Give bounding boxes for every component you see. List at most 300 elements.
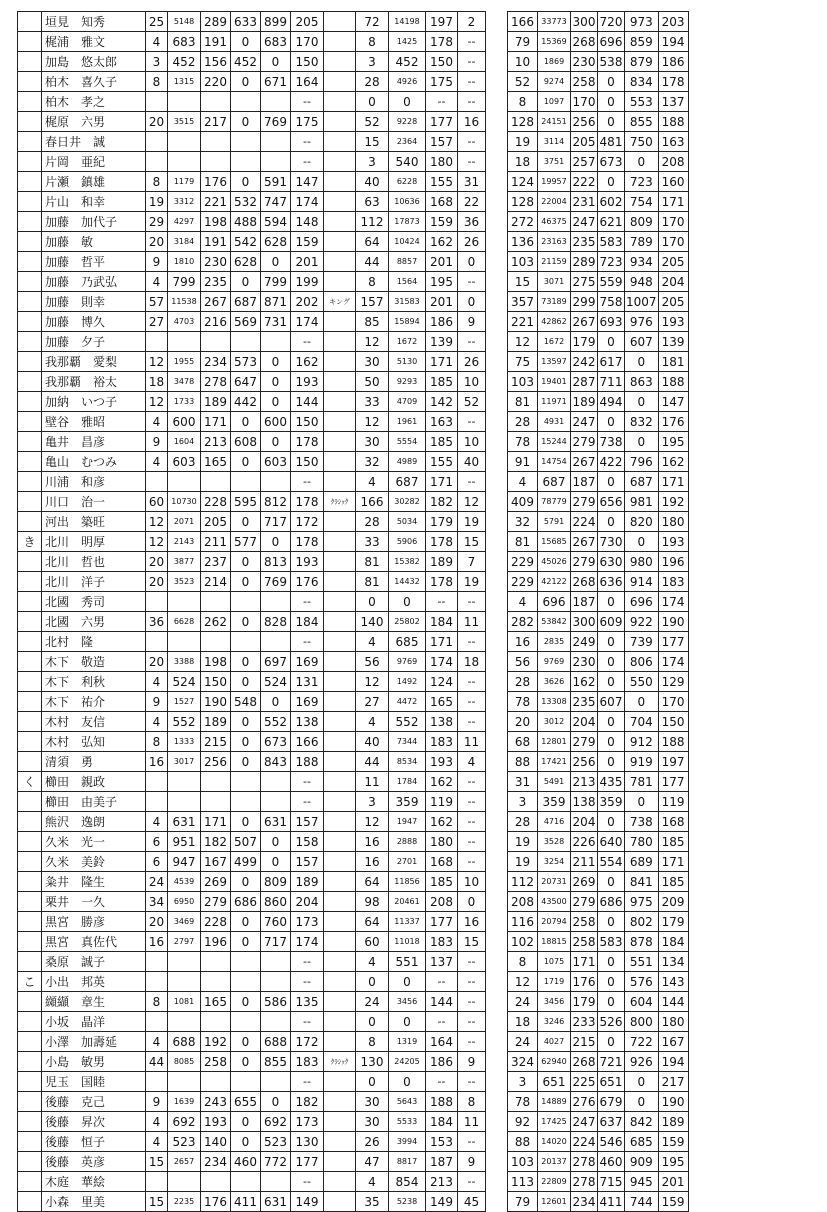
high-game-cell: 289 (201, 12, 231, 32)
games-cell: 36 (146, 612, 168, 632)
high-series-4-cell: 524 (261, 672, 291, 692)
rank-cell: -- (458, 1072, 486, 1092)
pins-cell: 2797 (168, 932, 201, 952)
total-pins-cell: 2364 (389, 132, 426, 152)
year-average-cell: 217 (658, 1072, 688, 1092)
rank-cell: 11 (458, 732, 486, 752)
rank-cell: 52 (458, 392, 486, 412)
total-pins-cell: 4926 (389, 72, 426, 92)
average-cell: -- (291, 1012, 324, 1032)
games-cell (146, 332, 168, 352)
column-gap (486, 812, 508, 832)
column-gap (486, 592, 508, 612)
high-game-cell: 165 (201, 452, 231, 472)
pins-cell: 1639 (168, 1092, 201, 1112)
total-pins-cell: 1961 (389, 412, 426, 432)
rank-cell: 36 (458, 212, 486, 232)
year-high-series-3-cell: 720 (598, 12, 625, 32)
year-high-game-cell: 138 (571, 792, 598, 812)
player-name-cell: 加藤 則幸 (42, 292, 146, 312)
high-game-cell: 150 (201, 672, 231, 692)
year-games-cell: 10 (508, 52, 538, 72)
year-high-series-4-cell: 0 (625, 352, 659, 372)
title-tag-cell (324, 1132, 356, 1152)
rank-cell: -- (458, 1032, 486, 1052)
pins-cell (168, 92, 201, 112)
year-high-series-3-cell: 0 (598, 92, 625, 112)
year-high-game-cell: 171 (571, 952, 598, 972)
player-name-cell: 小島 敏男 (42, 1052, 146, 1072)
total-pins-cell: 2888 (389, 832, 426, 852)
table-row (18, 352, 689, 372)
pins-cell (168, 972, 201, 992)
average-cell: 178 (291, 532, 324, 552)
column-gap (486, 1052, 508, 1072)
index-letter-cell (18, 1172, 42, 1192)
year-pins-cell: 14754 (538, 452, 571, 472)
player-name-cell: 片岡 亜紀 (42, 152, 146, 172)
year-high-series-3-cell: 621 (598, 212, 625, 232)
high-series-4-cell: 0 (261, 392, 291, 412)
high-series-4-cell: 603 (261, 452, 291, 472)
total-average-cell: 171 (426, 352, 458, 372)
title-tag-cell: ｸﾗｼｯｸ (324, 492, 356, 512)
total-average-cell: 186 (426, 312, 458, 332)
title-tag-cell (324, 412, 356, 432)
year-pins-cell: 3246 (538, 1012, 571, 1032)
title-tag-cell (324, 172, 356, 192)
average-cell: 148 (291, 212, 324, 232)
total-pins-cell: 31583 (389, 292, 426, 312)
year-high-series-4-cell: 607 (625, 332, 659, 352)
high-series-3-cell: 0 (231, 172, 261, 192)
index-letter-cell (18, 952, 42, 972)
rank-cell: -- (458, 472, 486, 492)
year-high-series-4-cell: 859 (625, 32, 659, 52)
high-game-cell: 165 (201, 992, 231, 1012)
average-cell: 193 (291, 372, 324, 392)
average-cell: 177 (291, 1152, 324, 1172)
player-name-cell: 児玉 国睦 (42, 1072, 146, 1092)
year-pins-cell: 359 (538, 792, 571, 812)
rank-cell: -- (458, 1012, 486, 1032)
games-cell: 34 (146, 892, 168, 912)
high-series-3-cell: 633 (231, 12, 261, 32)
year-pins-cell: 22004 (538, 192, 571, 212)
column-gap (486, 612, 508, 632)
games-cell: 44 (146, 1052, 168, 1072)
total-average-cell: 177 (426, 912, 458, 932)
high-series-3-cell: 0 (231, 412, 261, 432)
index-letter-cell (18, 412, 42, 432)
high-game-cell: 140 (201, 1132, 231, 1152)
average-cell: 149 (291, 1192, 324, 1212)
year-games-cell: 3 (508, 1072, 538, 1092)
high-series-3-cell: 628 (231, 252, 261, 272)
player-name-cell: 木庭 華絵 (42, 1172, 146, 1192)
games-cell: 9 (146, 252, 168, 272)
total-average-cell: 188 (426, 1092, 458, 1112)
total-average-cell: -- (426, 1072, 458, 1092)
player-name-cell: 北國 秀司 (42, 592, 146, 612)
year-average-cell: 144 (658, 992, 688, 1012)
games-cell (146, 952, 168, 972)
high-series-4-cell (261, 792, 291, 812)
total-pins-cell: 4989 (389, 452, 426, 472)
year-high-game-cell: 258 (571, 912, 598, 932)
player-name-cell: 加藤 敏 (42, 232, 146, 252)
year-pins-cell: 20794 (538, 912, 571, 932)
high-series-4-cell: 631 (261, 1192, 291, 1212)
year-average-cell: 181 (658, 352, 688, 372)
average-cell: 205 (291, 12, 324, 32)
high-game-cell: 235 (201, 272, 231, 292)
year-high-game-cell: 179 (571, 992, 598, 1012)
column-gap (486, 112, 508, 132)
table-row (18, 752, 689, 772)
year-games-cell: 113 (508, 1172, 538, 1192)
high-game-cell: 278 (201, 372, 231, 392)
title-tag-cell (324, 812, 356, 832)
year-games-cell: 208 (508, 892, 538, 912)
year-games-cell: 56 (508, 652, 538, 672)
year-high-series-3-cell: 0 (598, 332, 625, 352)
pins-cell: 688 (168, 1032, 201, 1052)
games-cell: 4 (146, 672, 168, 692)
year-high-game-cell: 279 (571, 552, 598, 572)
year-average-cell: 162 (658, 452, 688, 472)
total-average-cell: 139 (426, 332, 458, 352)
pins-cell: 4297 (168, 212, 201, 232)
pins-cell: 3523 (168, 572, 201, 592)
player-name-cell: 北國 六男 (42, 612, 146, 632)
high-game-cell: 258 (201, 1052, 231, 1072)
column-gap (486, 1192, 508, 1212)
total-pins-cell: 1492 (389, 672, 426, 692)
year-average-cell: 186 (658, 52, 688, 72)
index-letter-cell (18, 32, 42, 52)
total-pins-cell: 5533 (389, 1112, 426, 1132)
total-pins-cell: 4472 (389, 692, 426, 712)
total-pins-cell: 1425 (389, 32, 426, 52)
year-high-series-4-cell: 739 (625, 632, 659, 652)
total-pins-cell: 11337 (389, 912, 426, 932)
player-name-cell: 柏木 孝之 (42, 92, 146, 112)
high-series-4-cell: 855 (261, 1052, 291, 1072)
year-high-series-4-cell: 909 (625, 1152, 659, 1172)
total-games-cell: 28 (356, 512, 389, 532)
year-high-series-4-cell: 551 (625, 952, 659, 972)
rank-cell: -- (458, 72, 486, 92)
column-gap (486, 232, 508, 252)
year-games-cell: 32 (508, 512, 538, 532)
total-average-cell: 179 (426, 512, 458, 532)
pins-cell: 523 (168, 1132, 201, 1152)
pins-cell: 552 (168, 712, 201, 732)
title-tag-cell (324, 1072, 356, 1092)
year-games-cell: 31 (508, 772, 538, 792)
column-gap (486, 152, 508, 172)
year-high-game-cell: 256 (571, 112, 598, 132)
high-series-3-cell: 608 (231, 432, 261, 452)
year-high-series-3-cell: 526 (598, 1012, 625, 1032)
year-average-cell: 195 (658, 432, 688, 452)
high-series-4-cell: 731 (261, 312, 291, 332)
year-games-cell: 79 (508, 32, 538, 52)
table-row (18, 232, 689, 252)
index-letter-cell (18, 1072, 42, 1092)
player-name-cell: 木村 友信 (42, 712, 146, 732)
year-games-cell: 124 (508, 172, 538, 192)
index-letter-cell (18, 892, 42, 912)
total-pins-cell: 14432 (389, 572, 426, 592)
table-row (18, 1112, 689, 1132)
total-average-cell: 138 (426, 712, 458, 732)
average-cell: 178 (291, 492, 324, 512)
index-letter-cell (18, 1032, 42, 1052)
title-tag-cell (324, 872, 356, 892)
rank-cell: 9 (458, 1152, 486, 1172)
total-games-cell: 16 (356, 852, 389, 872)
total-pins-cell: 15894 (389, 312, 426, 332)
year-pins-cell: 19957 (538, 172, 571, 192)
player-name-cell: 片山 和幸 (42, 192, 146, 212)
high-series-4-cell: 692 (261, 1112, 291, 1132)
high-series-4-cell: 552 (261, 712, 291, 732)
year-high-series-3-cell: 0 (598, 732, 625, 752)
table-row (18, 292, 689, 312)
year-high-series-3-cell: 686 (598, 892, 625, 912)
index-letter-cell (18, 132, 42, 152)
column-gap (486, 652, 508, 672)
pins-cell: 631 (168, 812, 201, 832)
total-games-cell: 16 (356, 832, 389, 852)
year-average-cell: 178 (658, 72, 688, 92)
high-game-cell (201, 1172, 231, 1192)
column-gap (486, 492, 508, 512)
year-games-cell: 282 (508, 612, 538, 632)
column-gap (486, 792, 508, 812)
high-series-4-cell: 631 (261, 812, 291, 832)
year-high-game-cell: 258 (571, 72, 598, 92)
index-letter-cell (18, 232, 42, 252)
table-row (18, 432, 689, 452)
games-cell: 6 (146, 852, 168, 872)
high-series-3-cell: 0 (231, 1032, 261, 1052)
player-name-cell: 櫛田 由美子 (42, 792, 146, 812)
year-average-cell: 160 (658, 172, 688, 192)
year-pins-cell: 3528 (538, 832, 571, 852)
high-series-3-cell: 0 (231, 112, 261, 132)
year-pins-cell: 13597 (538, 352, 571, 372)
year-pins-cell: 651 (538, 1072, 571, 1092)
average-cell: 193 (291, 552, 324, 572)
year-pins-cell: 19401 (538, 372, 571, 392)
year-high-game-cell: 278 (571, 1172, 598, 1192)
average-cell: 159 (291, 232, 324, 252)
year-high-series-4-cell: 948 (625, 272, 659, 292)
average-cell: -- (291, 152, 324, 172)
title-tag-cell (324, 652, 356, 672)
column-gap (486, 1132, 508, 1152)
high-series-3-cell (231, 792, 261, 812)
total-pins-cell: 5034 (389, 512, 426, 532)
year-pins-cell: 12601 (538, 1192, 571, 1212)
year-games-cell: 136 (508, 232, 538, 252)
total-average-cell: 174 (426, 652, 458, 672)
year-games-cell: 8 (508, 952, 538, 972)
score-table (17, 11, 689, 1212)
title-tag-cell (324, 712, 356, 732)
year-pins-cell: 4716 (538, 812, 571, 832)
rank-cell: -- (458, 692, 486, 712)
year-average-cell: 184 (658, 932, 688, 952)
year-pins-cell: 42862 (538, 312, 571, 332)
year-games-cell: 24 (508, 992, 538, 1012)
high-series-4-cell: 586 (261, 992, 291, 1012)
total-average-cell: 178 (426, 572, 458, 592)
average-cell: -- (291, 132, 324, 152)
player-name-cell: 加藤 加代子 (42, 212, 146, 232)
high-game-cell: 234 (201, 1152, 231, 1172)
average-cell: 162 (291, 352, 324, 372)
average-cell: 169 (291, 652, 324, 672)
total-games-cell: 0 (356, 1072, 389, 1092)
rank-cell: -- (458, 32, 486, 52)
title-tag-cell: キング (324, 292, 356, 312)
average-cell: 144 (291, 392, 324, 412)
total-games-cell: 28 (356, 72, 389, 92)
index-letter-cell (18, 152, 42, 172)
average-cell: 164 (291, 72, 324, 92)
high-series-4-cell: 799 (261, 272, 291, 292)
year-high-series-3-cell: 422 (598, 452, 625, 472)
pins-cell: 452 (168, 52, 201, 72)
year-high-series-3-cell: 0 (598, 872, 625, 892)
year-high-series-4-cell: 550 (625, 672, 659, 692)
games-cell (146, 592, 168, 612)
year-games-cell: 16 (508, 632, 538, 652)
high-series-3-cell: 0 (231, 512, 261, 532)
title-tag-cell (324, 132, 356, 152)
total-average-cell: 187 (426, 1152, 458, 1172)
year-pins-cell: 1869 (538, 52, 571, 72)
column-gap (486, 292, 508, 312)
column-gap (486, 132, 508, 152)
high-game-cell (201, 1072, 231, 1092)
games-cell: 12 (146, 532, 168, 552)
games-cell (146, 772, 168, 792)
index-letter-cell (18, 832, 42, 852)
table-row (18, 852, 689, 872)
high-series-3-cell (231, 92, 261, 112)
table-row (18, 1092, 689, 1112)
year-games-cell: 15 (508, 272, 538, 292)
index-letter-cell (18, 552, 42, 572)
pins-cell: 3515 (168, 112, 201, 132)
total-pins-cell: 1947 (389, 812, 426, 832)
table-row (18, 452, 689, 472)
high-series-3-cell: 542 (231, 232, 261, 252)
index-letter-cell (18, 912, 42, 932)
year-high-series-4-cell: 802 (625, 912, 659, 932)
title-tag-cell (324, 532, 356, 552)
year-games-cell: 20 (508, 712, 538, 732)
player-name-cell: 河出 築旺 (42, 512, 146, 532)
high-series-3-cell (231, 1072, 261, 1092)
year-average-cell: 196 (658, 552, 688, 572)
year-high-game-cell: 204 (571, 812, 598, 832)
index-letter-cell (18, 732, 42, 752)
high-series-3-cell: 0 (231, 32, 261, 52)
total-average-cell: 185 (426, 432, 458, 452)
year-pins-cell: 17425 (538, 1112, 571, 1132)
year-high-series-4-cell: 576 (625, 972, 659, 992)
total-pins-cell: 1784 (389, 772, 426, 792)
high-series-4-cell (261, 1172, 291, 1192)
rank-cell: -- (458, 712, 486, 732)
high-series-3-cell: 0 (231, 752, 261, 772)
high-series-3-cell: 0 (231, 572, 261, 592)
column-gap (486, 952, 508, 972)
rank-cell: -- (458, 792, 486, 812)
total-pins-cell: 0 (389, 592, 426, 612)
year-pins-cell: 9274 (538, 72, 571, 92)
games-cell (146, 152, 168, 172)
total-pins-cell: 11856 (389, 872, 426, 892)
table-row (18, 1192, 689, 1212)
index-letter-cell (18, 372, 42, 392)
total-average-cell: -- (426, 92, 458, 112)
average-cell: -- (291, 92, 324, 112)
player-name-cell: 加藤 乃武弘 (42, 272, 146, 292)
rank-cell: 10 (458, 872, 486, 892)
year-pins-cell: 1672 (538, 332, 571, 352)
total-average-cell: 178 (426, 532, 458, 552)
total-pins-cell: 9293 (389, 372, 426, 392)
average-cell: -- (291, 1072, 324, 1092)
year-high-series-3-cell: 711 (598, 372, 625, 392)
high-series-3-cell: 0 (231, 672, 261, 692)
average-cell: -- (291, 1172, 324, 1192)
total-average-cell: 159 (426, 212, 458, 232)
rank-cell: -- (458, 832, 486, 852)
high-game-cell: 228 (201, 912, 231, 932)
year-high-series-4-cell: 879 (625, 52, 659, 72)
year-average-cell: 179 (658, 912, 688, 932)
games-cell: 15 (146, 1152, 168, 1172)
column-gap (486, 72, 508, 92)
year-games-cell: 116 (508, 912, 538, 932)
high-series-3-cell: 0 (231, 1132, 261, 1152)
year-average-cell: 159 (658, 1132, 688, 1152)
year-pins-cell: 1075 (538, 952, 571, 972)
total-games-cell: 4 (356, 1172, 389, 1192)
year-high-series-3-cell: 0 (598, 752, 625, 772)
title-tag-cell (324, 372, 356, 392)
column-gap (486, 632, 508, 652)
year-games-cell: 4 (508, 472, 538, 492)
title-tag-cell (324, 632, 356, 652)
year-average-cell: 205 (658, 292, 688, 312)
games-cell (146, 1072, 168, 1092)
average-cell: 150 (291, 52, 324, 72)
player-name-cell: 我那覇 裕太 (42, 372, 146, 392)
total-games-cell: 0 (356, 92, 389, 112)
pins-cell: 11538 (168, 292, 201, 312)
rank-cell: -- (458, 132, 486, 152)
year-high-game-cell: 267 (571, 532, 598, 552)
